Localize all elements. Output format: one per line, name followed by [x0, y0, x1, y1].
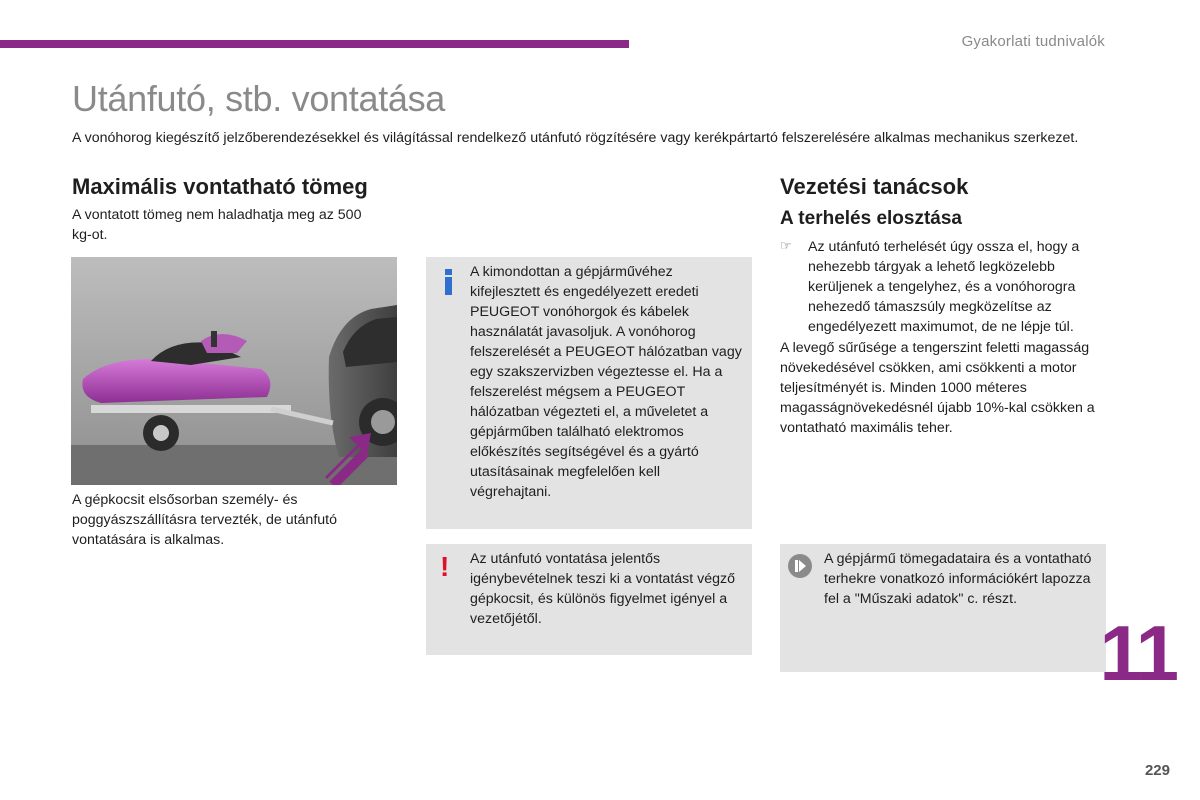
reference-box-text: A gépjármű tömegadataira és a vontatható terhekre vonatkozó információkért lapozza fel a "Műszaki adatok" c. részt. — [824, 551, 1092, 607]
towing-illustration — [71, 257, 397, 485]
max-weight-text: A vontatott tömeg nem haladhatja meg az 500 kg-ot. — [72, 207, 362, 243]
page-number: 229 — [1144, 762, 1170, 779]
driving-tips-heading: Vezetési tanácsok — [780, 174, 969, 199]
info-box-text: A kimondottan a gépjárművéhez kifejlesztett és engedélyezett eredeti PEUGEOT vonóhorgok és kábelek használatát javasoljuk. A vonóhorog felszerelését a PEUGEOT hálózatban vagy egy szakszervizben végeztesse el. Ha a felszerelést mégsem a PEUGEOT hálózatban végezteti el, a műveletet a gépjárműben található elektromos előkészítés segítségével és a gyártó utasításainak megfelelően kell végrehajtani. — [470, 264, 742, 500]
load-distribution-bullet — [780, 237, 1110, 337]
reference-icon — [788, 554, 812, 578]
chapter-number: 11 — [1099, 609, 1176, 697]
section-title: Gyakorlati tudnivalók — [961, 33, 1105, 50]
warning-box-text: Az utánfutó vontatása jelentős igénybevételnek teszi ki a vontatást végző gépkocsit, és különös figyelmet igényel a vezetőjétől. — [470, 551, 735, 627]
air-density-paragraph: A levegő sűrűsége a tengerszint feletti magasság növekedésével csökken, ami csökkenti a motor teljesítményét is. Minden 1000 méteres magasságnövekedésnél újabb 10%-kal csökken a vontatható maximális teher. — [780, 340, 1095, 436]
reference-box — [780, 544, 1106, 672]
warning-icon: ! — [440, 551, 450, 582]
warning-box — [426, 544, 752, 655]
info-icon — [442, 269, 454, 293]
intro-paragraph: A vonóhorog kiegészítő jelzőberendezésekkel és világítással rendelkező utánfutó rögzítésére vagy kerékpártartó felszerelésére alkalmas mechanikus szerkezet. — [72, 130, 1079, 146]
info-box — [426, 257, 752, 529]
max-weight-heading: Maximális vontatható tömeg — [72, 174, 368, 199]
load-distribution-heading: A terhelés elosztása — [780, 208, 962, 229]
header-accent-bar — [0, 40, 629, 48]
pointing-hand-icon: ☞ — [780, 238, 792, 253]
image-caption: A gépkocsit elsősorban személy- és poggyászszállításra tervezték, de utánfutó vontatására is alkalmas. — [72, 492, 337, 548]
page-title: Utánfutó, stb. vontatása — [72, 78, 446, 119]
bullet-text: Az utánfutó terhelését úgy ossza el, hogy a nehezebb tárgyak a lehető legközelebb kerüljenek a tengelyhez, és a vonóhorogra nehezedő támaszsúly megközelítse az engedélyezett maximumot, de ne lépje túl. — [808, 239, 1080, 335]
